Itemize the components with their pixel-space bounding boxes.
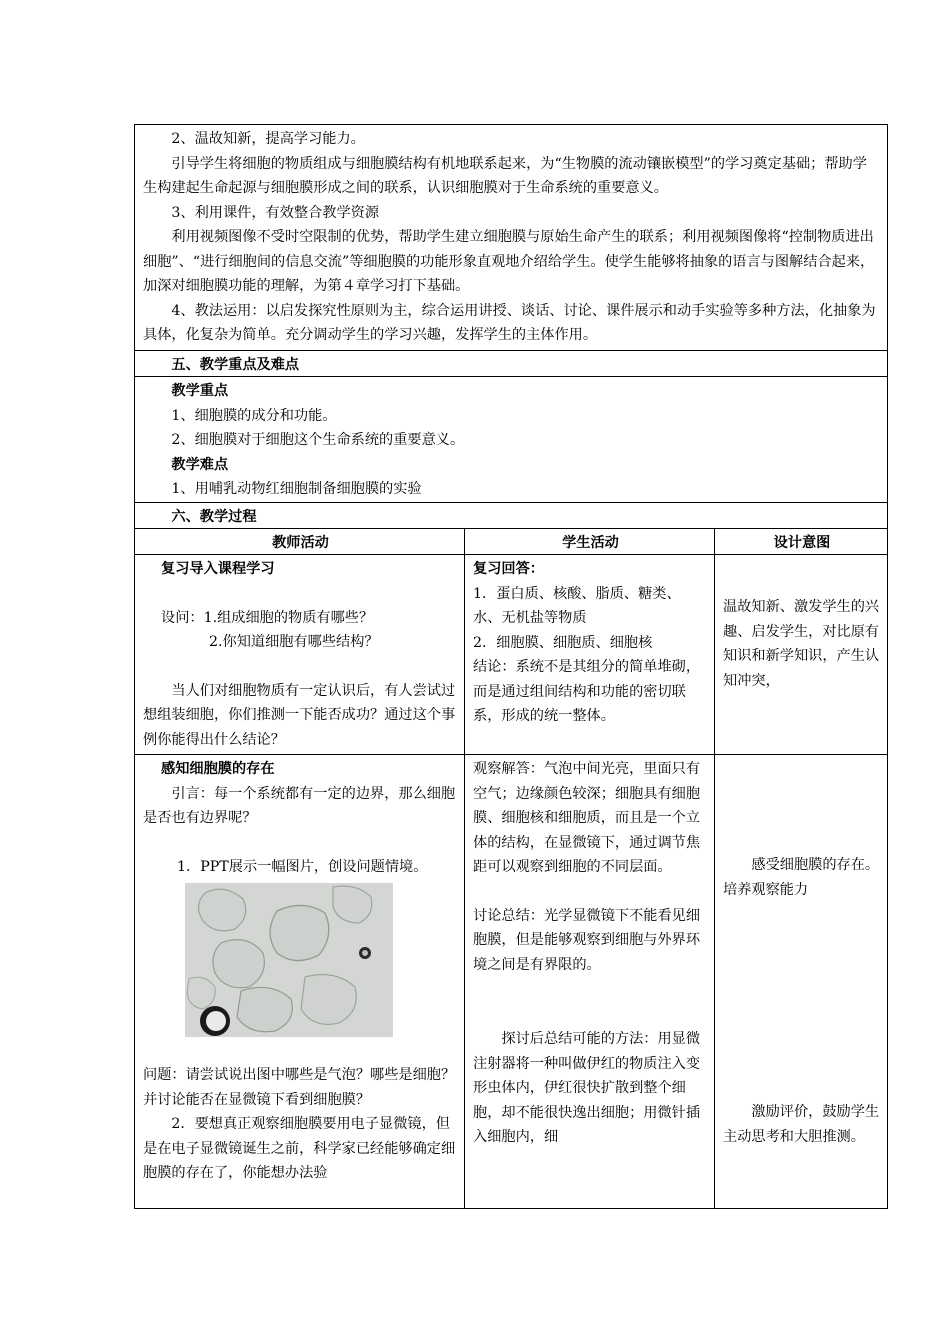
row1-teacher-q1: 设问：1.组成细胞的物质有哪些？ [161, 609, 374, 626]
key-point-1: 1、细胞膜的成分和功能。 [171, 407, 337, 424]
row2-intent-cell [715, 755, 887, 1208]
row1-teacher-p: 当人们对细胞物质有一定认识后，有人尝试过想组装细胞，你们推测一下能否成功？通过这个事例你能得出什么结论？ [143, 682, 456, 748]
section6-heading: 六、教学过程 [171, 509, 257, 525]
process-row-membrane [134, 754, 888, 1209]
key-points-title: 教学重点 [171, 383, 229, 399]
row2-student-discuss: 讨论总结：光学显微镜下不能看见细胞膜，但是能够观察到细胞与外界环境之间是有界限的。 [473, 907, 701, 973]
row2-student-cell [465, 755, 715, 1208]
row2-teacher-step1: 1．PPT展示一幅图片，创设问题情境。 [177, 858, 428, 875]
row2-intent1: 感受细胞膜的存在。培养观察能力 [723, 857, 880, 898]
row1-intent: 温故知新、激发学生的兴趣、启发学生，对比原有知识和新学知识，产生认知冲突， [723, 599, 880, 689]
microscope-image [185, 883, 393, 1037]
section5-heading-row [134, 350, 888, 376]
row1-intent-cell [715, 555, 887, 754]
process-table-header [134, 528, 888, 554]
col-header-student: 学生活动 [465, 529, 715, 556]
row1-teacher-q2: 2.你知道细胞有哪些结构？ [209, 634, 379, 650]
row2-student-method: 探讨后总结可能的方法：用显微注射器将一种叫做伊红的物质注入变形虫体内，伊红很快扩散到整个细胞，却不能很快逸出细胞；用微针插入细胞内，细 [473, 1031, 701, 1145]
lesson-plan-table [134, 124, 888, 1209]
row2-teacher-step2: 2．要想真正观察细胞膜要用电子显微镜，但是在电子显微镜诞生之前，科学家已经能够确定细胞膜的存在了，你能想办法验 [143, 1116, 456, 1181]
key-point-2: 2、细胞膜对于细胞这个生命系统的重要意义。 [171, 432, 465, 448]
intro-p5: 4、教法运用：以启发探究性原则为主，综合运用讲授、谈话、讨论、课件展示和动手实验等多种方法，化抽象为具体，化复杂为简单。充分调动学生的学习兴趣，发挥学生的主体作用。 [143, 302, 876, 343]
col-header-teacher: 教师活动 [135, 529, 465, 556]
row2-intent2: 激励评价，鼓励学生主动思考和大胆推测。 [723, 1104, 880, 1145]
row2-teacher-title: 感知细胞膜的存在 [161, 761, 275, 777]
section5-body [134, 376, 888, 502]
teaching-method-section [134, 124, 888, 350]
row1-student-answer1: 1．蛋白质、核酸、脂质、糖类、水、无机盐等物质 [473, 585, 681, 626]
row1-student-cell [465, 555, 715, 754]
row1-teacher-cell [135, 555, 465, 754]
intro-p1: 2、温故知新，提高学习能力。 [171, 131, 365, 147]
row1-student-answer2: 2．细胞膜、细胞质、细胞核 [473, 634, 653, 651]
row2-student-observe: 观察解答：气泡中间光亮，里面只有空气；边缘颜色较深；细胞具有细胞膜、细胞核和细胞质，而且是一个立体的结构，在显微镜下，通过调节焦距可以观察到细胞的不同层面。 [473, 761, 701, 875]
section5-heading: 五、教学重点及难点 [171, 357, 300, 373]
row1-teacher-title: 复习导入课程学习 [161, 561, 275, 577]
row2-teacher-cell [135, 755, 465, 1208]
row1-student-title: 复习回答： [473, 561, 544, 577]
row2-teacher-intro: 引言：每一个系统都有一定的边界，那么细胞是否也有边界呢？ [143, 785, 456, 826]
process-row-review [134, 554, 888, 754]
microscope-cells-picture [185, 883, 393, 1037]
difficult-point-1: 1、用哺乳动物红细胞制备细胞膜的实验 [171, 481, 422, 497]
row1-student-conclusion: 结论：系统不是其组分的简单堆砌，而是通过组间结构和功能的密切联系，形成的统一整体。 [473, 659, 701, 724]
row2-teacher-question: 问题：请尝试说出图中哪些是气泡？哪些是细胞？并讨论能否在显微镜下看到细胞膜？ [143, 1067, 456, 1108]
difficult-points-title: 教学难点 [171, 456, 229, 473]
intro-p3: 3、利用课件，有效整合教学资源 [171, 204, 380, 221]
col-header-intent: 设计意图 [773, 535, 831, 551]
intro-p4: 利用视频图像不受时空限制的优势，帮助学生建立细胞膜与原始生命产生的联系；利用视频图像将“控制物质进出细胞”、“进行细胞间的信息交流”等细胞膜的功能形象直观地介绍给学生。使学生能够将抽象的语言与图解结合起来，加深对细胞膜功能的理解，为第４章学习打下基础。 [143, 229, 875, 294]
section6-heading-row [134, 502, 888, 528]
intro-p2: 引导学生将细胞的物质组成与细胞膜结构有机地联系起来，为“生物膜的流动镶嵌模型”的学习奠定基础；帮助学生构建起生命起源与细胞膜形成之间的联系，认识细胞膜对于生命系统的重要意义。 [143, 155, 867, 196]
